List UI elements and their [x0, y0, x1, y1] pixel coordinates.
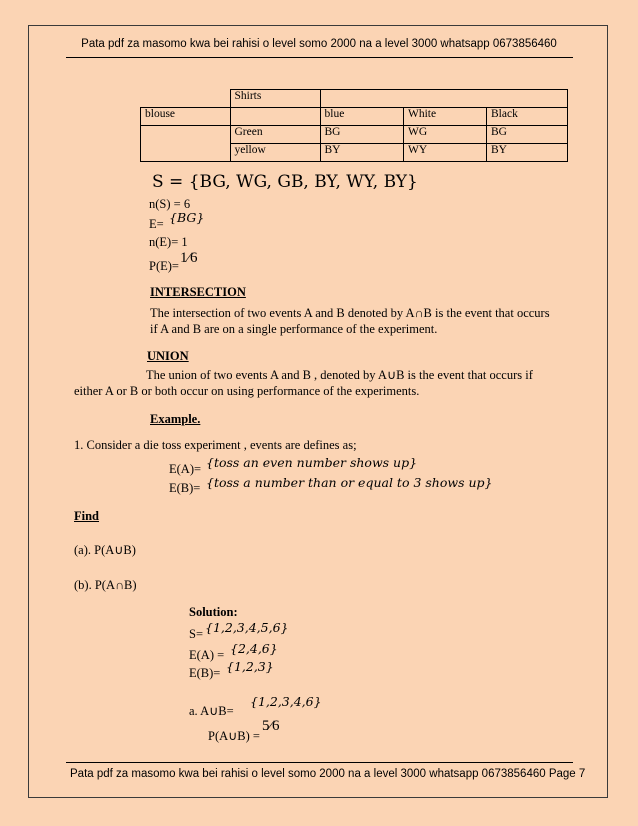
- sol-s-value: {1,2,3,4,5,6}: [205, 620, 289, 635]
- example-heading: Example.: [150, 412, 201, 426]
- col-header: Black: [487, 108, 568, 126]
- table-cell: BG: [487, 126, 568, 144]
- shirts-header: Shirts: [230, 90, 320, 108]
- blouse-label: blouse: [141, 108, 231, 126]
- row-label: yellow: [230, 144, 320, 162]
- eb-label: E(B)=: [169, 481, 201, 495]
- sol-s-label: S=: [189, 627, 204, 641]
- row-label: Green: [230, 126, 320, 144]
- ea-label: E(A)=: [169, 462, 202, 476]
- table-cell: BY: [320, 144, 404, 162]
- sample-space-equation: S = {BG, WG, GB, BY, WY, BY}: [152, 172, 418, 192]
- page-footer: Pata pdf za masomo kwa bei rahisi o level somo 2000 na a level 3000 whatsapp 0673856460 Page 7: [70, 768, 586, 780]
- intersection-heading: INTERSECTION: [150, 285, 246, 299]
- col-header: White: [404, 108, 487, 126]
- header-rule: [66, 57, 573, 58]
- pe-label: P(E)=: [149, 259, 179, 273]
- table-cell: WG: [404, 126, 487, 144]
- sol-union-value: {1,2,3,4,6}: [250, 694, 322, 709]
- ea-value: {toss an even number shows up}: [206, 455, 418, 470]
- solution-heading: Solution:: [189, 605, 238, 619]
- table-cell: BY: [487, 144, 568, 162]
- pe-value: 1⁄6: [180, 250, 198, 266]
- table-cell: WY: [404, 144, 487, 162]
- page-header: Pata pdf za masomo kwa bei rahisi o level somo 2000 na a level 3000 whatsapp 0673856460: [81, 38, 557, 50]
- sample-space-table: [140, 89, 568, 162]
- sol-ea-value: {2,4,6}: [230, 641, 278, 656]
- union-text-2: either A or B or both occur on using performance of the experiments.: [74, 384, 420, 398]
- find-a: (a). P(A∪B): [74, 543, 136, 557]
- intersection-text-1: The intersection of two events A and B denoted by A∩B is the event that occurs: [150, 306, 550, 320]
- ne-line: n(E)= 1: [149, 235, 188, 249]
- sol-prob-value: 5⁄6: [262, 718, 280, 734]
- sol-ea-label: E(A) =: [189, 648, 225, 662]
- find-heading: Find: [74, 509, 100, 523]
- footer-rule: [66, 762, 573, 763]
- union-text-1: The union of two events A and B , denoted by A∪B is the event that occurs if: [146, 368, 533, 382]
- e-label: E=: [149, 217, 164, 231]
- union-heading: UNION: [147, 349, 189, 363]
- sol-prob-label: P(A∪B) =: [208, 729, 260, 743]
- find-b: (b). P(A∩B): [74, 578, 137, 592]
- example-question: 1. Consider a die toss experiment , events are defines as;: [74, 438, 357, 452]
- e-set: {BG}: [169, 210, 205, 225]
- ns-line: n(S) = 6: [149, 197, 191, 211]
- table-cell: BG: [320, 126, 404, 144]
- col-header: blue: [320, 108, 404, 126]
- sol-eb-value: {1,2,3}: [226, 659, 274, 674]
- intersection-text-2: if A and B are on a single performance of the experiment.: [150, 322, 438, 336]
- sol-eb-label: E(B)=: [189, 666, 221, 680]
- sol-union-label: a. A∪B=: [189, 704, 234, 718]
- eb-value: {toss a number than or equal to 3 shows up}: [206, 475, 493, 490]
